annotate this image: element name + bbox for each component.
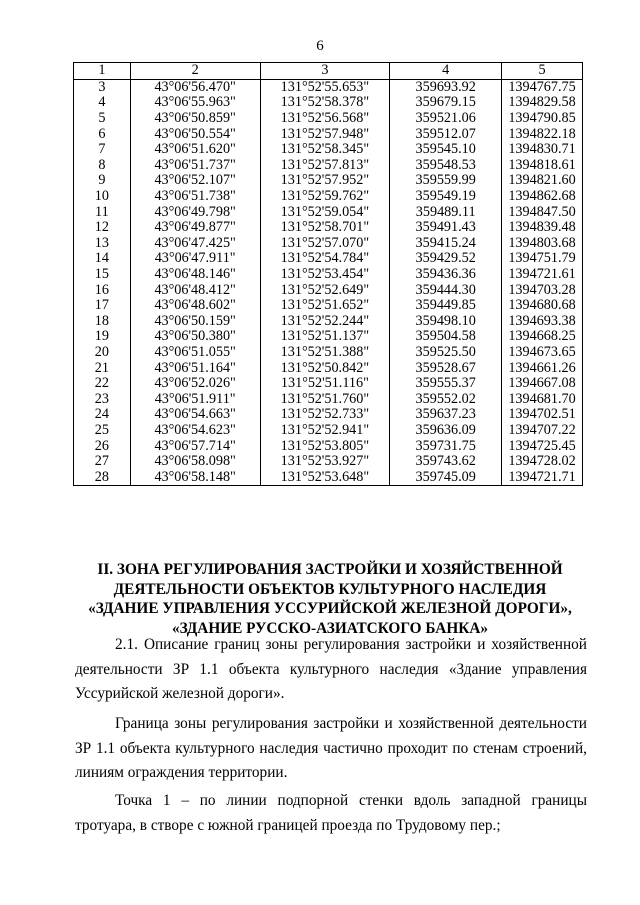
- table-cell: 43°06'51.911": [130, 391, 260, 407]
- table-cell: 1394751.79: [502, 251, 583, 267]
- table-row: [74, 282, 583, 298]
- table-row: [74, 173, 583, 189]
- table-cell: 359636.09: [390, 423, 502, 439]
- table-cell: 359525.50: [390, 345, 502, 361]
- table-cell: 359552.02: [390, 391, 502, 407]
- section-title-line: ДЕЯТЕЛЬНОСТИ ОБЪЕКТОВ КУЛЬТУРНОГО НАСЛЕДИЯ: [113, 580, 547, 598]
- table-row: [74, 376, 583, 392]
- table-cell: 43°06'58.098": [130, 454, 260, 470]
- table-row: [74, 267, 583, 283]
- table-row: [74, 391, 583, 407]
- table-cell: 359491.43: [390, 220, 502, 236]
- table-cell: 9: [74, 173, 131, 189]
- table-row: [74, 469, 583, 485]
- table-cell: 43°06'51.164": [130, 360, 260, 376]
- table-row: [74, 158, 583, 174]
- table-cell: 14: [74, 251, 131, 267]
- table-cell: 1394821.60: [502, 173, 583, 189]
- table-cell: 43°06'51.738": [130, 189, 260, 205]
- table-cell: 131°52'55.653": [260, 79, 390, 95]
- table-cell: 1394767.75: [502, 79, 583, 95]
- table-cell: 43°06'47.911": [130, 251, 260, 267]
- table-cell: 19: [74, 329, 131, 345]
- table-cell: 1394703.28: [502, 282, 583, 298]
- table-header-row: [74, 63, 583, 80]
- table-cell: 4: [74, 95, 131, 111]
- table-cell: 131°52'59.762": [260, 189, 390, 205]
- table-cell: 28: [74, 469, 131, 485]
- table-cell: 359449.85: [390, 298, 502, 314]
- table-cell: 21: [74, 360, 131, 376]
- table-cell: 359436.36: [390, 267, 502, 283]
- table-cell: 131°52'51.652": [260, 298, 390, 314]
- table-header-cell: 3: [260, 63, 390, 80]
- table-row: [74, 438, 583, 454]
- table-cell: 131°52'52.941": [260, 423, 390, 439]
- table-cell: 1394702.51: [502, 407, 583, 423]
- table-cell: 1394829.58: [502, 95, 583, 111]
- table-cell: 359512.07: [390, 126, 502, 142]
- table-header-cell: 1: [74, 63, 131, 80]
- table-cell: 17: [74, 298, 131, 314]
- table-header-cell: 5: [502, 63, 583, 80]
- table-cell: 15: [74, 267, 131, 283]
- table-cell: 43°06'54.623": [130, 423, 260, 439]
- table-row: [74, 345, 583, 361]
- table-cell: 131°52'54.784": [260, 251, 390, 267]
- table-cell: 1394803.68: [502, 236, 583, 252]
- table-cell: 43°06'54.663": [130, 407, 260, 423]
- section-title-line: «ЗДАНИЕ УПРАВЛЕНИЯ УССУРИЙСКОЙ ЖЕЛЕЗНОЙ ДОРОГИ»,: [88, 600, 572, 617]
- table-row: [74, 79, 583, 95]
- table-cell: 43°06'56.470": [130, 79, 260, 95]
- table-cell: 43°06'47.425": [130, 236, 260, 252]
- table-cell: 1394680.68: [502, 298, 583, 314]
- table-cell: 359444.30: [390, 282, 502, 298]
- table-cell: 1394822.18: [502, 126, 583, 142]
- table-cell: 359528.67: [390, 360, 502, 376]
- table-cell: 25: [74, 423, 131, 439]
- table-cell: 43°06'58.148": [130, 469, 260, 485]
- table-cell: 43°06'48.602": [130, 298, 260, 314]
- table-row: [74, 360, 583, 376]
- table-cell: 43°06'50.159": [130, 314, 260, 330]
- table-row: [74, 220, 583, 236]
- table-cell: 131°52'59.054": [260, 204, 390, 220]
- table-cell: 12: [74, 220, 131, 236]
- paragraph-point-1: Точка 1 – по линии подпорной стенки вдоль западной границы тротуара, в створе с южной границей проезда по Трудовому пер.;: [75, 792, 587, 834]
- table-cell: 22: [74, 376, 131, 392]
- table-row: [74, 204, 583, 220]
- table-cell: 24: [74, 407, 131, 423]
- table-cell: 43°06'52.107": [130, 173, 260, 189]
- table-cell: 1394839.48: [502, 220, 583, 236]
- table-cell: 131°52'51.388": [260, 345, 390, 361]
- table-cell: 359498.10: [390, 314, 502, 330]
- table-cell: 1394673.65: [502, 345, 583, 361]
- table-cell: 359679.15: [390, 95, 502, 111]
- table-cell: 359693.92: [390, 79, 502, 95]
- table-cell: 131°52'51.116": [260, 376, 390, 392]
- table-cell: 43°06'49.877": [130, 220, 260, 236]
- table-row: [74, 95, 583, 111]
- table-cell: 1394681.70: [502, 391, 583, 407]
- table-cell: 1394847.50: [502, 204, 583, 220]
- table-cell: 131°52'57.070": [260, 236, 390, 252]
- table-cell: 1394818.61: [502, 158, 583, 174]
- table-cell: 43°06'51.737": [130, 158, 260, 174]
- table-row: [74, 236, 583, 252]
- table-cell: 43°06'48.412": [130, 282, 260, 298]
- table-cell: 131°52'53.805": [260, 438, 390, 454]
- table-cell: 43°06'57.714": [130, 438, 260, 454]
- table-cell: 7: [74, 142, 131, 158]
- table-cell: 131°52'57.948": [260, 126, 390, 142]
- table-body: [74, 79, 583, 485]
- section-title-line: «ЗДАНИЕ РУССКО-АЗИАТСКОГО БАНКА»: [171, 619, 489, 637]
- table-cell: 11: [74, 204, 131, 220]
- table-cell: 359548.53: [390, 158, 502, 174]
- table-cell: 359504.58: [390, 329, 502, 345]
- table-cell: 131°52'52.649": [260, 282, 390, 298]
- table-cell: 1394721.71: [502, 469, 583, 485]
- table-cell: 1394862.68: [502, 189, 583, 205]
- table-cell: 1394725.45: [502, 438, 583, 454]
- table-cell: 131°52'52.733": [260, 407, 390, 423]
- section-title: [70, 560, 590, 638]
- table-cell: 131°52'58.378": [260, 95, 390, 111]
- table-cell: 13: [74, 236, 131, 252]
- table-cell: 131°52'57.813": [260, 158, 390, 174]
- table-cell: 23: [74, 391, 131, 407]
- table-cell: 1394707.22: [502, 423, 583, 439]
- table-row: [74, 189, 583, 205]
- table-cell: 131°52'51.137": [260, 329, 390, 345]
- table-row: [74, 142, 583, 158]
- table-cell: 131°52'50.842": [260, 360, 390, 376]
- table-cell: 1394721.61: [502, 267, 583, 283]
- table-row: [74, 298, 583, 314]
- table-cell: 131°52'53.648": [260, 469, 390, 485]
- table-cell: 43°06'48.146": [130, 267, 260, 283]
- table-cell: 131°52'58.345": [260, 142, 390, 158]
- table-row: [74, 407, 583, 423]
- table-row: [74, 329, 583, 345]
- table-cell: 359745.09: [390, 469, 502, 485]
- table-cell: 6: [74, 126, 131, 142]
- table-header-cell: 4: [390, 63, 502, 80]
- page-number: 6: [316, 38, 324, 54]
- table-header-cell: 2: [130, 63, 260, 80]
- paragraph-boundary: Граница зоны регулирования застройки и хозяйственной деятельности ЗР 1.1 объекта культурного наследия частично проходит по стенам строений, линиям ограждения территории.: [75, 715, 587, 781]
- table-cell: 1394693.38: [502, 314, 583, 330]
- table-cell: 16: [74, 282, 131, 298]
- paragraph-description: 2.1. Описание границ зоны регулирования застройки и хозяйственной деятельности ЗР 1.1 объекта культурного наследия «Здание управления Уссурийской железной дороги».: [75, 636, 587, 702]
- table-cell: 43°06'50.554": [130, 126, 260, 142]
- table-cell: 359429.52: [390, 251, 502, 267]
- table-cell: 3: [74, 79, 131, 95]
- table-cell: 1394790.85: [502, 111, 583, 127]
- table-cell: 359743.62: [390, 454, 502, 470]
- table-cell: 131°52'53.927": [260, 454, 390, 470]
- table-cell: 20: [74, 345, 131, 361]
- table-cell: 131°52'53.454": [260, 267, 390, 283]
- table-cell: 43°06'55.963": [130, 95, 260, 111]
- table-cell: 359521.06: [390, 111, 502, 127]
- table-cell: 131°52'51.760": [260, 391, 390, 407]
- table-cell: 1394728.02: [502, 454, 583, 470]
- table-cell: 27: [74, 454, 131, 470]
- table-cell: 43°06'50.380": [130, 329, 260, 345]
- table-cell: 359489.11: [390, 204, 502, 220]
- table-cell: 131°52'56.568": [260, 111, 390, 127]
- table-cell: 1394830.71: [502, 142, 583, 158]
- table-row: [74, 423, 583, 439]
- table-cell: 10: [74, 189, 131, 205]
- table-cell: 18: [74, 314, 131, 330]
- table-cell: 359415.24: [390, 236, 502, 252]
- table-cell: 43°06'51.055": [130, 345, 260, 361]
- table-cell: 131°52'52.244": [260, 314, 390, 330]
- table-row: [74, 126, 583, 142]
- table-cell: 1394668.25: [502, 329, 583, 345]
- table-cell: 26: [74, 438, 131, 454]
- section-title-line: II. ЗОНА РЕГУЛИРОВАНИЯ ЗАСТРОЙКИ И ХОЗЯЙСТВЕННОЙ: [97, 561, 563, 578]
- table-row: [74, 454, 583, 470]
- table-cell: 43°06'49.798": [130, 204, 260, 220]
- table-cell: 8: [74, 158, 131, 174]
- table-cell: 359559.99: [390, 173, 502, 189]
- coordinates-table: [73, 62, 583, 486]
- table-row: [74, 314, 583, 330]
- table-cell: 131°52'58.701": [260, 220, 390, 236]
- table-cell: 5: [74, 111, 131, 127]
- table-cell: 43°06'52.026": [130, 376, 260, 392]
- table-cell: 359549.19: [390, 189, 502, 205]
- table-row: [74, 111, 583, 127]
- table-cell: 43°06'51.620": [130, 142, 260, 158]
- table-cell: 1394667.08: [502, 376, 583, 392]
- table-cell: 359637.23: [390, 407, 502, 423]
- table-cell: 359555.37: [390, 376, 502, 392]
- table-row: [74, 251, 583, 267]
- table-cell: 359545.10: [390, 142, 502, 158]
- table-cell: 43°06'50.859": [130, 111, 260, 127]
- table-cell: 131°52'57.952": [260, 173, 390, 189]
- table-cell: 359731.75: [390, 438, 502, 454]
- table-cell: 1394661.26: [502, 360, 583, 376]
